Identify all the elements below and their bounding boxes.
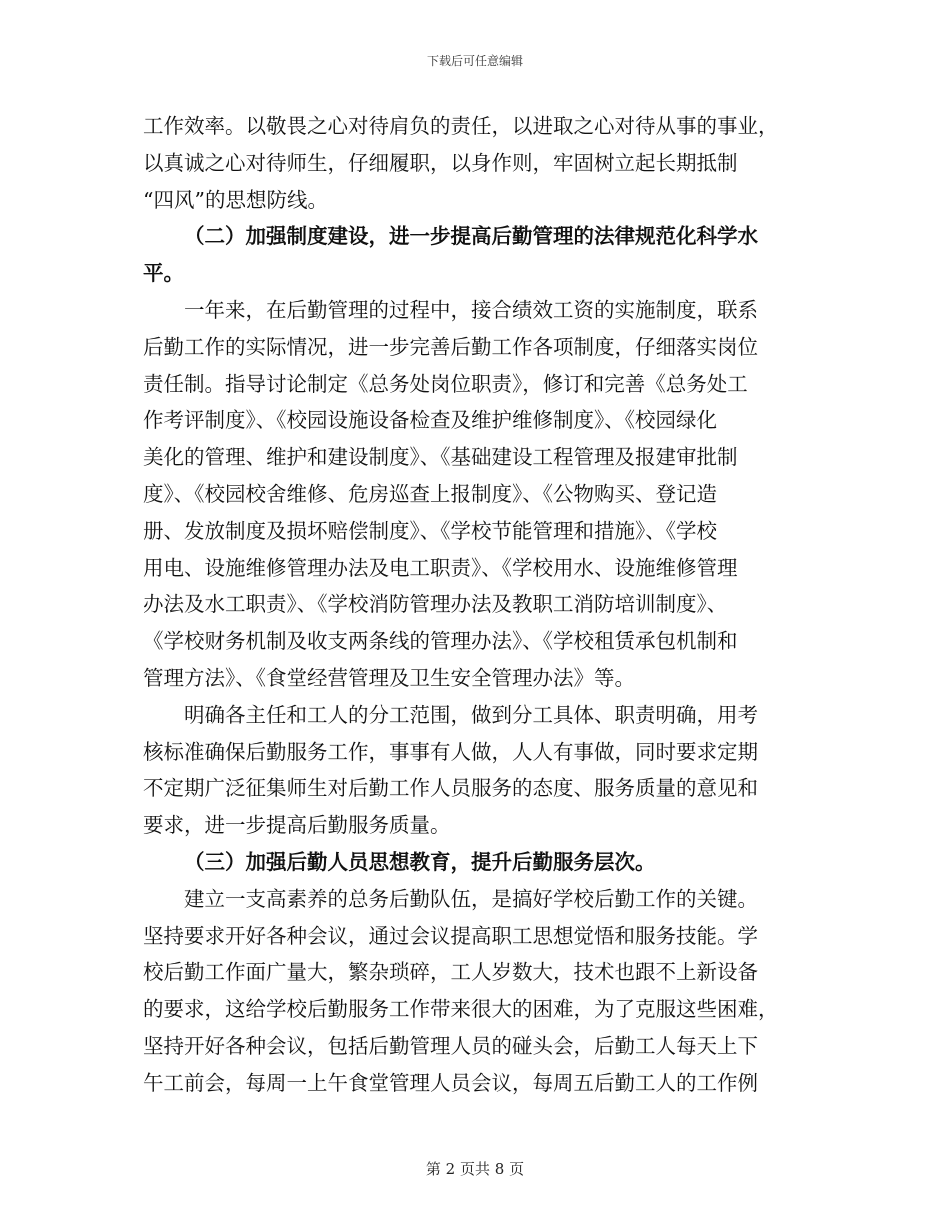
paragraph-line: 度》、《校园校舍维修、危房巡查上报制度》、《公物购买、登记造 (143, 481, 717, 506)
paragraph-line: 册、发放制度及损坏赔偿制度》、《学校节能管理和措施》、《学校 (143, 518, 717, 543)
paragraph-line: 后勤工作的实际情况，进一步完善后勤工作各项制度，仔细落实岗位 (143, 334, 758, 359)
paragraph-line: 核标准确保后勤服务工作，事事有人做，人人有事做，同时要求定期 (143, 739, 758, 764)
page-footer: 第 2 页共 8 页 (425, 1160, 525, 1178)
paragraph-line: 要求，进一步提高后勤服务质量。 (143, 813, 451, 838)
paragraph-line: 一年来，在后勤管理的过程中，接合绩效工资的实施制度，联系 (184, 297, 758, 322)
paragraph-line: 办法及水工职责》、《学校消防管理办法及教职工消防培训制度》、 (143, 592, 728, 617)
paragraph-line: “四风”的思想防线。 (143, 187, 328, 212)
paragraph-line: 明确各主任和工人的分工范围，做到分工具体、职责明确，用考 (184, 702, 758, 727)
section-heading-line: 平。 (143, 261, 184, 286)
paragraph-line: 坚持要求开好各种会议，通过会议提高职工思想觉悟和服务技能。学 (143, 923, 758, 948)
paragraph-line: 午工前会，每周一上午食堂管理人员会议，每周五后勤工人的工作例 (143, 1070, 758, 1095)
section-heading-line: （三）加强后勤人员思想教育，提升后勤服务层次。 (184, 849, 656, 874)
paragraph-line: 管理方法》、《食堂经营管理及卫生安全管理办法》等。 (143, 665, 635, 690)
document-body (143, 108, 808, 1102)
page-header: 下载后可任意编辑 (426, 54, 523, 68)
paragraph-line: 不定期广泛征集师生对后勤工作人员服务的态度、服务质量的意见和 (143, 776, 758, 801)
paragraph-line: 建立一支高素养的总务后勤队伍，是搞好学校后勤工作的关键。 (184, 886, 758, 911)
paragraph-line: 作考评制度》、《校园设施设备检查及维护维修制度》、《校园绿化 (143, 408, 717, 433)
paragraph-line: 校后勤工作面广量大，繁杂琐碎，工人岁数大，技术也跟不上新设备 (143, 960, 758, 985)
paragraph-line: 坚持开好各种会议，包括后勤管理人员的碰头会，后勤工人每天上下 (143, 1033, 758, 1058)
paragraph-line: 美化的管理、维护和建设制度》、《基础建设工程管理及报建审批制 (143, 445, 738, 470)
paragraph-line: 工作效率。以敬畏之心对待肩负的责任，以进取之心对待从事的事业， (143, 114, 779, 138)
section-heading-line: （二）加强制度建设，进一步提高后勤管理的法律规范化科学水 (184, 224, 758, 249)
paragraph-line: 的要求，这给学校后勤服务工作带来很大的困难，为了克服这些困难， (143, 997, 779, 1022)
paragraph-line: 用电、设施维修管理办法及电工职责》、《学校用水、设施维修管理 (143, 555, 738, 580)
paragraph-line: 以真诚之心对待师生，仔细履职，以身作则，牢固树立起长期抵制 (143, 150, 738, 175)
paragraph-line: 《学校财务机制及收支两条线的管理办法》、《学校租赁承包机制和 (143, 629, 738, 654)
paragraph-line: 责任制。指导讨论制定《总务处岗位职责》，修订和完善《总务处工 (143, 371, 748, 396)
